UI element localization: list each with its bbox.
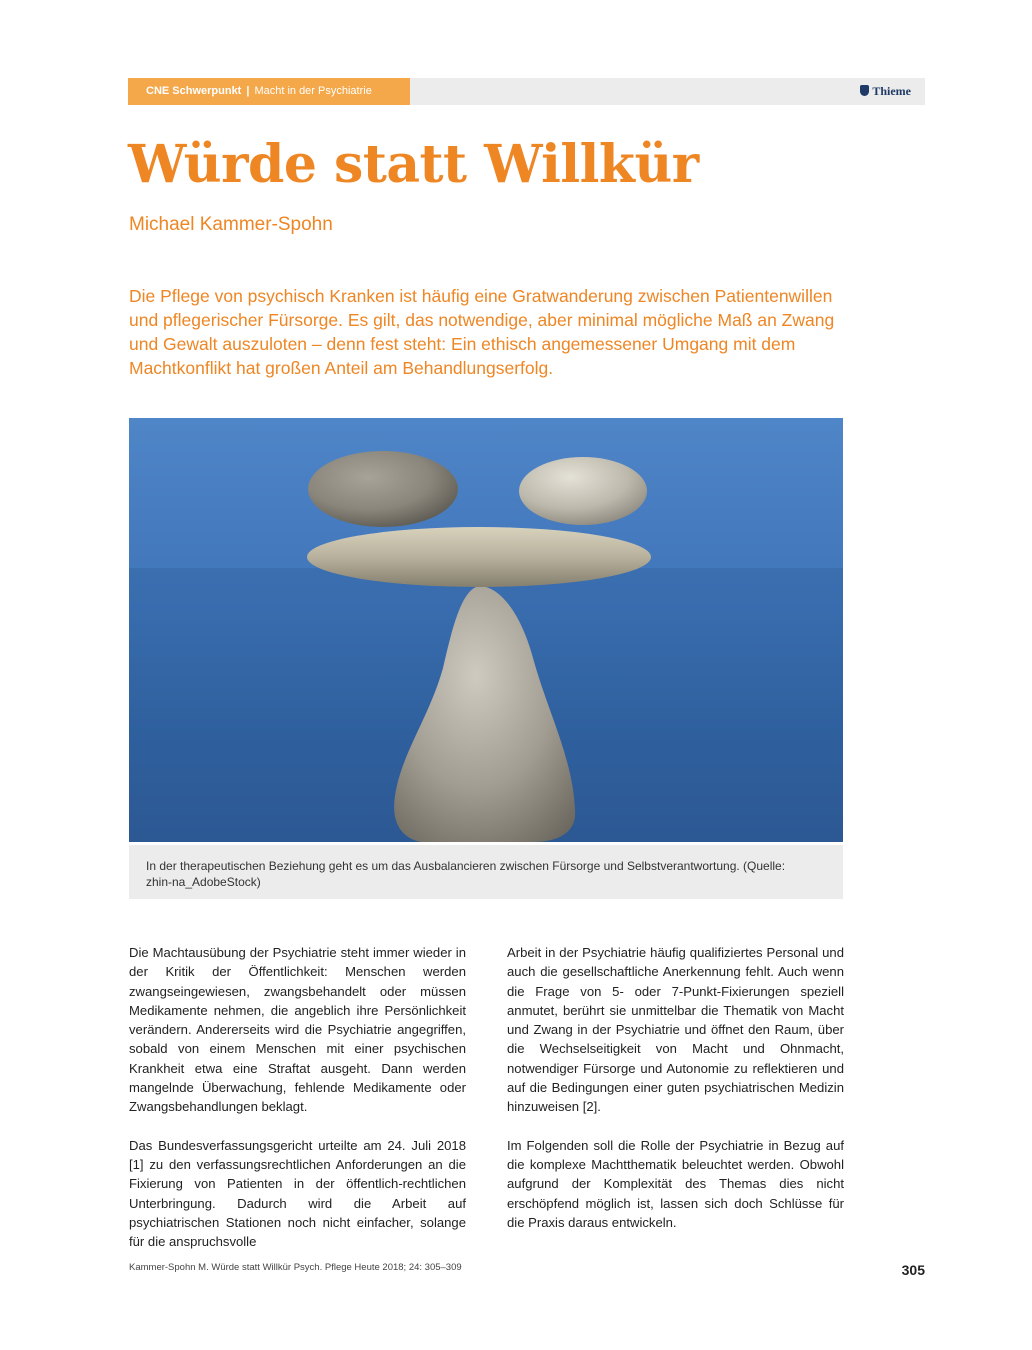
page-number: 305 (901, 1262, 925, 1278)
header-separator: | (246, 85, 250, 97)
publisher-logo (860, 78, 911, 105)
citation-footer: Kammer-Spohn M. Würde statt Willkür Psych. Pflege Heute 2018; 24: 305–309 (129, 1262, 462, 1273)
paragraph: Die Machtausübung der Psychiatrie steht immer wieder in der Kritik der Öffentlichkeit: Menschen werden zwangseingewiesen, zwangsbehandelt oder müssen Medikamente nehmen, die angeblich ihre Persönlichkeit verändern. Andererseits wird die Psychiatrie angegriffen, sobald von einem Menschen mit einer psychischen Krankheit etwa eine Straftat ausgeht. Dann werden mangelnde Überwachung, fehlende Medikamente oder Zwangsbehandlungen beklagt. (129, 945, 466, 1115)
body-column-left (129, 943, 466, 1270)
header-bar (128, 78, 925, 105)
section-tag (128, 78, 410, 105)
balanced-stones-photo (129, 418, 843, 842)
paragraph: Das Bundesverfassungsgericht urteilte am 24. Juli 2018 [1] zu den verfassungsrechtlichen Anforderungen an die Fixierung von Patienten in der öffentlich-rechtlichen Unterbringung. Dadurch wird die Arbeit auf psychiatrischen Stationen noch nicht einfacher, solange für die anspruchsvolle (129, 1137, 466, 1250)
article-author: Michael Kammer-Spohn (129, 214, 333, 235)
paragraph: Im Folgenden soll die Rolle der Psychiatrie in Bezug auf die komplexe Machtthematik beleuchtet werden. Obwohl aufgrund der Komplexität des Themas dies nicht erschöpfend möglich ist, lassen sich doch Schlüsse für die Praxis daraus entwickeln. (507, 1137, 844, 1230)
body-column-right (507, 943, 844, 1251)
publisher-name: Thieme (872, 84, 911, 98)
article-lead: Die Pflege von psychisch Kranken ist häufig eine Gratwanderung zwischen Patientenwillen und pflegerischer Fürsorge. Es gilt, das notwendige, aber minimal mögliche Maß an Zwang und Gewalt auszuloten – denn fest steht: Ein ethisch angemessener Umgang mit dem Machtkonflikt hat großen Anteil am Behandlungserfolg. (129, 286, 835, 378)
figure-caption: In der therapeutischen Beziehung geht es um das Ausbalancieren zwischen Fürsorge und Selbstverantwortung. (Quelle: zhin-na_AdobeStock) (129, 845, 843, 899)
article-figure (129, 418, 843, 842)
topic-label: Macht in der Psychiatrie (254, 85, 372, 97)
paragraph: Arbeit in der Psychiatrie häufig qualifiziertes Personal und auch die gesellschaftliche Anerkennung fehlt. Auch wenn die Frage von 5- oder 7-Punkt-Fixierungen speziell anmutet, berührt sie unmittelbar die Thematik von Macht und Zwang in der Psychiatrie und öffnet den Raum, über die Wechselseitigkeit von Macht und Ohnmacht, notwendiger Fürsorge und Autonomie zu reflektieren und auf die Bedingungen einer guten psychiatrischen Medizin hinzuweisen [2]. (507, 945, 844, 1115)
thieme-shield-icon (860, 85, 869, 96)
article-title: Würde statt Willkür (128, 134, 699, 195)
section-label: CNE Schwerpunkt (146, 85, 242, 97)
